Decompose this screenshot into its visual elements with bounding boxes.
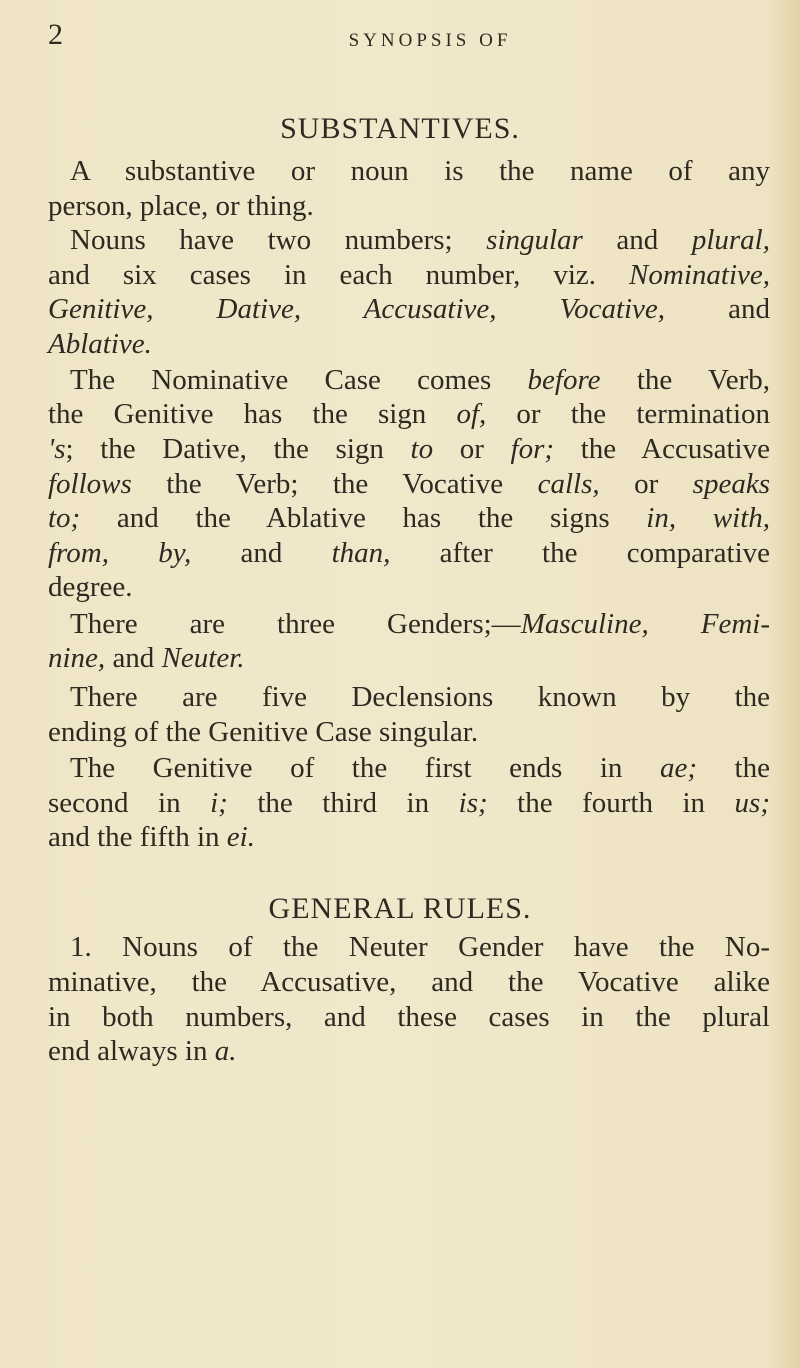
text-segment: and the fifth in xyxy=(48,821,227,853)
text-segment: and six cases in each number, viz. xyxy=(48,259,630,291)
text-line xyxy=(48,820,770,854)
italic-text: ae; xyxy=(659,752,697,784)
text-segment: and xyxy=(191,537,332,569)
text-line xyxy=(48,327,770,361)
text-line xyxy=(70,363,770,397)
text-line xyxy=(48,1000,770,1034)
text-segment: The Genitive of the first ends in xyxy=(70,752,660,784)
text-segment: the Verb; the Vocative xyxy=(131,468,538,500)
text-segment: ending of the Genitive Case singular. xyxy=(48,716,479,748)
italic-text: follows xyxy=(48,468,132,500)
text-segment: in both numbers, and these cases in the plural xyxy=(48,1001,770,1033)
text-segment: and xyxy=(582,224,692,256)
text-segment: or xyxy=(599,468,693,500)
italic-text: to; xyxy=(48,502,81,534)
text-line xyxy=(48,467,770,501)
text-segment: and xyxy=(105,642,162,674)
italic-text: to xyxy=(410,433,434,465)
text-segment: and xyxy=(665,293,770,325)
text-segment: person, place, or thing. xyxy=(48,190,314,222)
text-segment: minative, the Accusative, and the Vocative alike xyxy=(48,966,770,998)
italic-text: nine, xyxy=(48,642,106,674)
text-segment: A substantive or noun is the name of any xyxy=(70,155,770,187)
text-line xyxy=(48,397,770,431)
section-heading-general-rules: GENERAL RULES. xyxy=(268,892,532,925)
page-number: 2 xyxy=(48,18,63,51)
italic-text: Nominative, xyxy=(629,259,770,291)
text-segment: 1. Nouns of the Neuter Gender have the No- xyxy=(70,931,770,963)
text-segment: There are three Genders;— xyxy=(70,608,521,640)
italic-text: 's xyxy=(48,433,66,465)
italic-text: of, xyxy=(456,398,487,430)
text-segment: There are five Declensions known by the xyxy=(70,681,770,713)
italic-text: from, by, xyxy=(48,537,192,569)
text-segment: the Verb, xyxy=(600,364,770,396)
text-segment: the Genitive has the sign xyxy=(48,398,457,430)
text-line xyxy=(48,570,770,604)
text-segment: end always in xyxy=(48,1035,215,1067)
text-line xyxy=(48,1034,770,1068)
text-line xyxy=(70,680,770,714)
section-heading-substantives: SUBSTANTIVES. xyxy=(280,112,520,145)
italic-text: is; xyxy=(458,787,488,819)
text-segment: or the termination xyxy=(486,398,770,430)
text-line xyxy=(70,607,770,641)
italic-text: a. xyxy=(214,1035,237,1067)
italic-text: Ablative. xyxy=(48,328,152,360)
text-line xyxy=(48,965,770,999)
italic-text: Masculine, Femi- xyxy=(520,608,770,640)
text-segment: Nouns have two numbers; xyxy=(70,224,487,256)
text-line xyxy=(48,432,770,466)
text-segment: the third in xyxy=(227,787,459,819)
italic-text: speaks xyxy=(692,468,770,500)
italic-text: Neuter. xyxy=(161,642,245,674)
text-segment: after the comparative xyxy=(390,537,771,569)
text-segment: the xyxy=(696,752,770,784)
text-line xyxy=(70,223,770,257)
italic-text: for; xyxy=(510,433,555,465)
text-line xyxy=(48,641,770,675)
text-line xyxy=(70,751,770,785)
italic-text: Genitive, Dative, Accusative, Vocative, xyxy=(48,293,666,325)
running-head: SYNOPSIS OF xyxy=(348,30,512,51)
italic-text: plural, xyxy=(691,224,770,256)
text-segment: the fourth in xyxy=(487,787,735,819)
text-segment: The Nominative Case comes xyxy=(70,364,528,396)
italic-text: us; xyxy=(734,787,770,819)
text-line xyxy=(48,258,770,292)
text-line xyxy=(48,501,770,535)
text-line xyxy=(48,786,770,820)
text-line xyxy=(70,930,770,964)
text-line xyxy=(48,715,770,749)
text-segment: degree. xyxy=(48,571,133,603)
italic-text: calls, xyxy=(537,468,600,500)
italic-text: i; xyxy=(210,787,228,819)
text-segment: ; the Dative, the sign xyxy=(65,433,411,465)
text-segment: the Accusative xyxy=(554,433,770,465)
italic-text: ei. xyxy=(226,821,255,853)
italic-text: singular xyxy=(486,224,583,256)
text-line xyxy=(48,189,770,223)
text-line xyxy=(70,154,770,188)
text-segment: and the Ablative has the signs xyxy=(80,502,647,534)
text-segment: or xyxy=(433,433,511,465)
italic-text: than, xyxy=(331,537,391,569)
text-line xyxy=(48,536,770,570)
text-line xyxy=(48,292,770,326)
italic-text: in, with, xyxy=(646,502,770,534)
italic-text: before xyxy=(527,364,601,396)
text-segment: second in xyxy=(48,787,211,819)
